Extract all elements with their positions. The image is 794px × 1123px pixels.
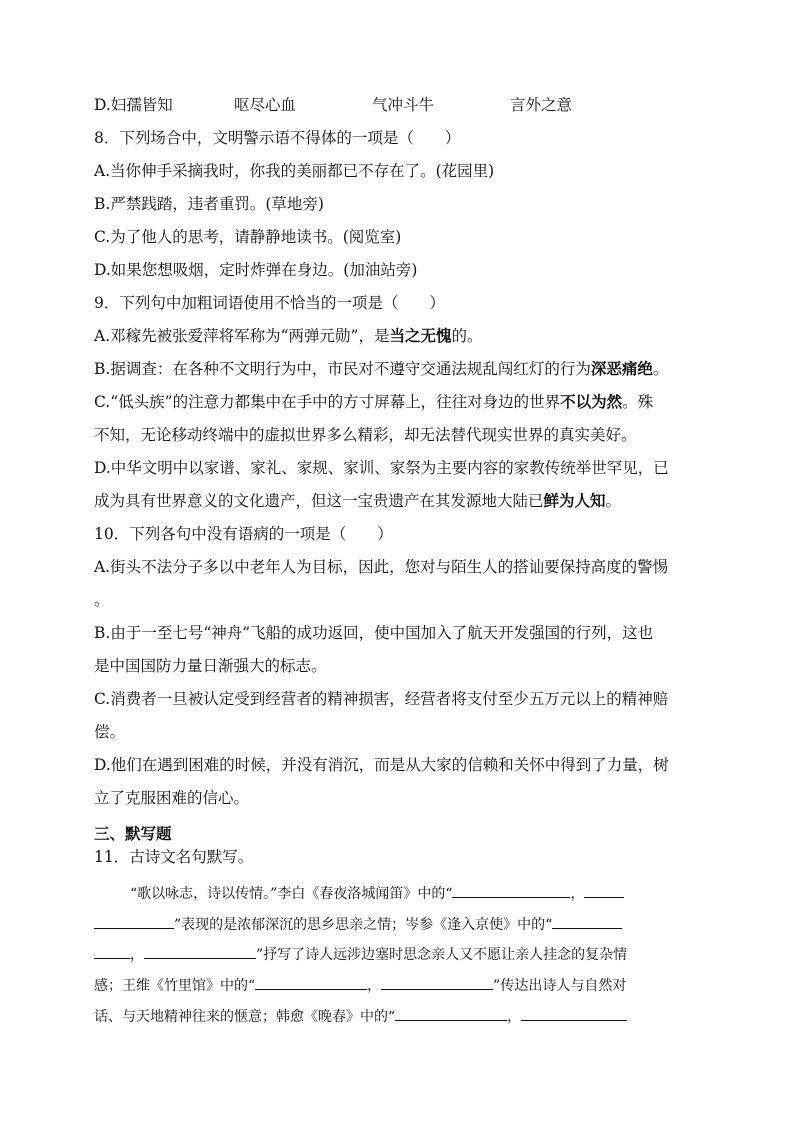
q9-a-text: A.邓稼先被张爱萍将军称为“两弹元勋”，是 bbox=[94, 327, 390, 345]
q9-a-bold-word: 当之无愧 bbox=[389, 326, 452, 345]
q9-option-d-line1: D.中华文明中以家谱、家礼、家规、家训、家祭为主要内容的家教传统举世罕见，已 bbox=[94, 459, 669, 477]
answer-blank[interactable] bbox=[521, 1005, 627, 1021]
q8-option-d: D.如果您想吸烟，定时炸弹在身边。(加油站旁) bbox=[94, 261, 418, 279]
q10-option-b-line1: B.由于一至七号“神舟”飞船的成功返回，使中国加入了航天开发强国的行列，这也 bbox=[94, 624, 654, 642]
q9-c-tail: 。殊 bbox=[622, 393, 654, 411]
q7-option-d-word-3: 气冲斗牛 bbox=[372, 96, 435, 114]
answer-blank[interactable] bbox=[584, 882, 624, 898]
q10-option-d-line1: D.他们在遇到困难的时候，并没有消沉，而是从大家的信赖和关怀中得到了力量，树 bbox=[94, 756, 669, 774]
q9-d-tail: 。 bbox=[605, 492, 622, 510]
poem-comma: ， bbox=[507, 1009, 522, 1025]
answer-blank[interactable] bbox=[381, 974, 493, 990]
q9-option-c-line2: 不知，无论移动终端中的虚拟世界多么精彩，却无法替代现实世界的真实美好。 bbox=[94, 426, 637, 444]
q9-c-bold-word: 不以为然 bbox=[560, 392, 623, 411]
poem-comma: ， bbox=[367, 978, 382, 994]
q10-option-a-line1: A.街头不法分子多以中老年人为目标，因此，您对与陌生人的搭讪要保持高度的警惕 bbox=[94, 558, 669, 576]
q9-option-a bbox=[94, 325, 483, 347]
answer-blank[interactable] bbox=[255, 974, 367, 990]
answer-blank[interactable] bbox=[94, 943, 130, 959]
q10-option-d-line2: 立了克服困难的信心。 bbox=[94, 789, 250, 807]
poem-line-1-text: “歌以咏志，诗以传情。”李白《春夜洛城闻笛》中的“ bbox=[130, 886, 453, 902]
q7-option-d-word-2: 呕尽心血 bbox=[234, 96, 297, 114]
poem-comma: ， bbox=[130, 947, 144, 963]
q9-option-b bbox=[94, 358, 668, 380]
q10-stem: 10．下列各句中没有语病的一项是（ ） bbox=[94, 525, 393, 543]
q11-stem: 11．古诗文名句默写。 bbox=[94, 848, 254, 866]
q7-option-d-label: D.妇孺皆知 bbox=[94, 96, 173, 114]
q9-a-tail: 的。 bbox=[451, 327, 483, 345]
poem-comma: ， bbox=[570, 886, 585, 902]
answer-blank[interactable] bbox=[94, 913, 174, 929]
poem-line-4-text: 感；王维《竹里馆》中的“ bbox=[94, 978, 256, 994]
q8-option-a: A.当你伸手采摘我时，你我的美丽都已不存在了。(花园里) bbox=[94, 162, 495, 180]
q10-option-c-line1: C.消费者一旦被认定受到经营者的精神损害，经营者将支付至少五万元以上的精神赔 bbox=[94, 690, 669, 708]
answer-blank[interactable] bbox=[552, 913, 622, 929]
q9-option-c-line1 bbox=[94, 391, 653, 413]
q10-option-c-line2: 偿。 bbox=[94, 723, 126, 741]
poem-line-5-text: 话、与天地精神往来的惬意；韩愈《晚春》中的“ bbox=[94, 1009, 396, 1025]
q9-c-text: C.“低头族”的注意力都集中在手中的方寸屏幕上，往往对身边的世界 bbox=[94, 393, 561, 411]
q9-d-text: 成为具有世界意义的文化遗产，但这一宝贵遗产在其发源地大陆已 bbox=[94, 492, 544, 510]
q10-option-b-line2: 是中国国防力量日渐强大的标志。 bbox=[94, 657, 327, 675]
q9-option-d-line2 bbox=[94, 490, 621, 512]
q9-b-tail: 。 bbox=[652, 360, 669, 378]
answer-blank[interactable] bbox=[452, 882, 570, 898]
q9-stem: 9．下列句中加粗词语使用不恰当的一项是（ ） bbox=[94, 294, 445, 312]
q8-stem: 8．下列场合中，文明警示语不得体的一项是（ ） bbox=[94, 129, 461, 147]
poem-line-5 bbox=[94, 1005, 627, 1028]
poem-line-3 bbox=[94, 943, 627, 966]
q8-option-c: C.为了他人的思考，请静静地读书。(阅览室) bbox=[94, 228, 402, 246]
poem-line-3-text: ”抒写了诗人远涉边塞时思念亲人又不愿让亲人挂念的复杂情 bbox=[256, 947, 628, 963]
q8-option-b: B.严禁践踏，违者重罚。(草地旁) bbox=[94, 195, 324, 213]
answer-blank[interactable] bbox=[395, 1005, 507, 1021]
q9-d-bold-word: 鲜为人知 bbox=[543, 491, 606, 510]
poem-line-4-tail: ”传达出诗人与自然对 bbox=[493, 978, 627, 994]
poem-line-2 bbox=[94, 913, 622, 936]
q7-option-d-word-4: 言外之意 bbox=[510, 96, 573, 114]
q10-option-a-line2: 。 bbox=[94, 591, 110, 609]
q9-b-bold-word: 深恶痛绝 bbox=[590, 359, 653, 378]
q7-option-d-row bbox=[94, 94, 694, 116]
poem-line-2-text: ”表现的是浓郁深沉的思乡思亲之情；岑参《逢入京使》中的“ bbox=[174, 917, 553, 933]
section-title: 三、默写题 bbox=[94, 825, 172, 843]
q9-b-text: B.据调查：在各种不文明行为中，市民对不遵守交通法规乱闯红灯的行为 bbox=[94, 360, 591, 378]
answer-blank[interactable] bbox=[144, 943, 256, 959]
poem-line-4 bbox=[94, 974, 626, 997]
poem-line-1 bbox=[130, 882, 624, 905]
